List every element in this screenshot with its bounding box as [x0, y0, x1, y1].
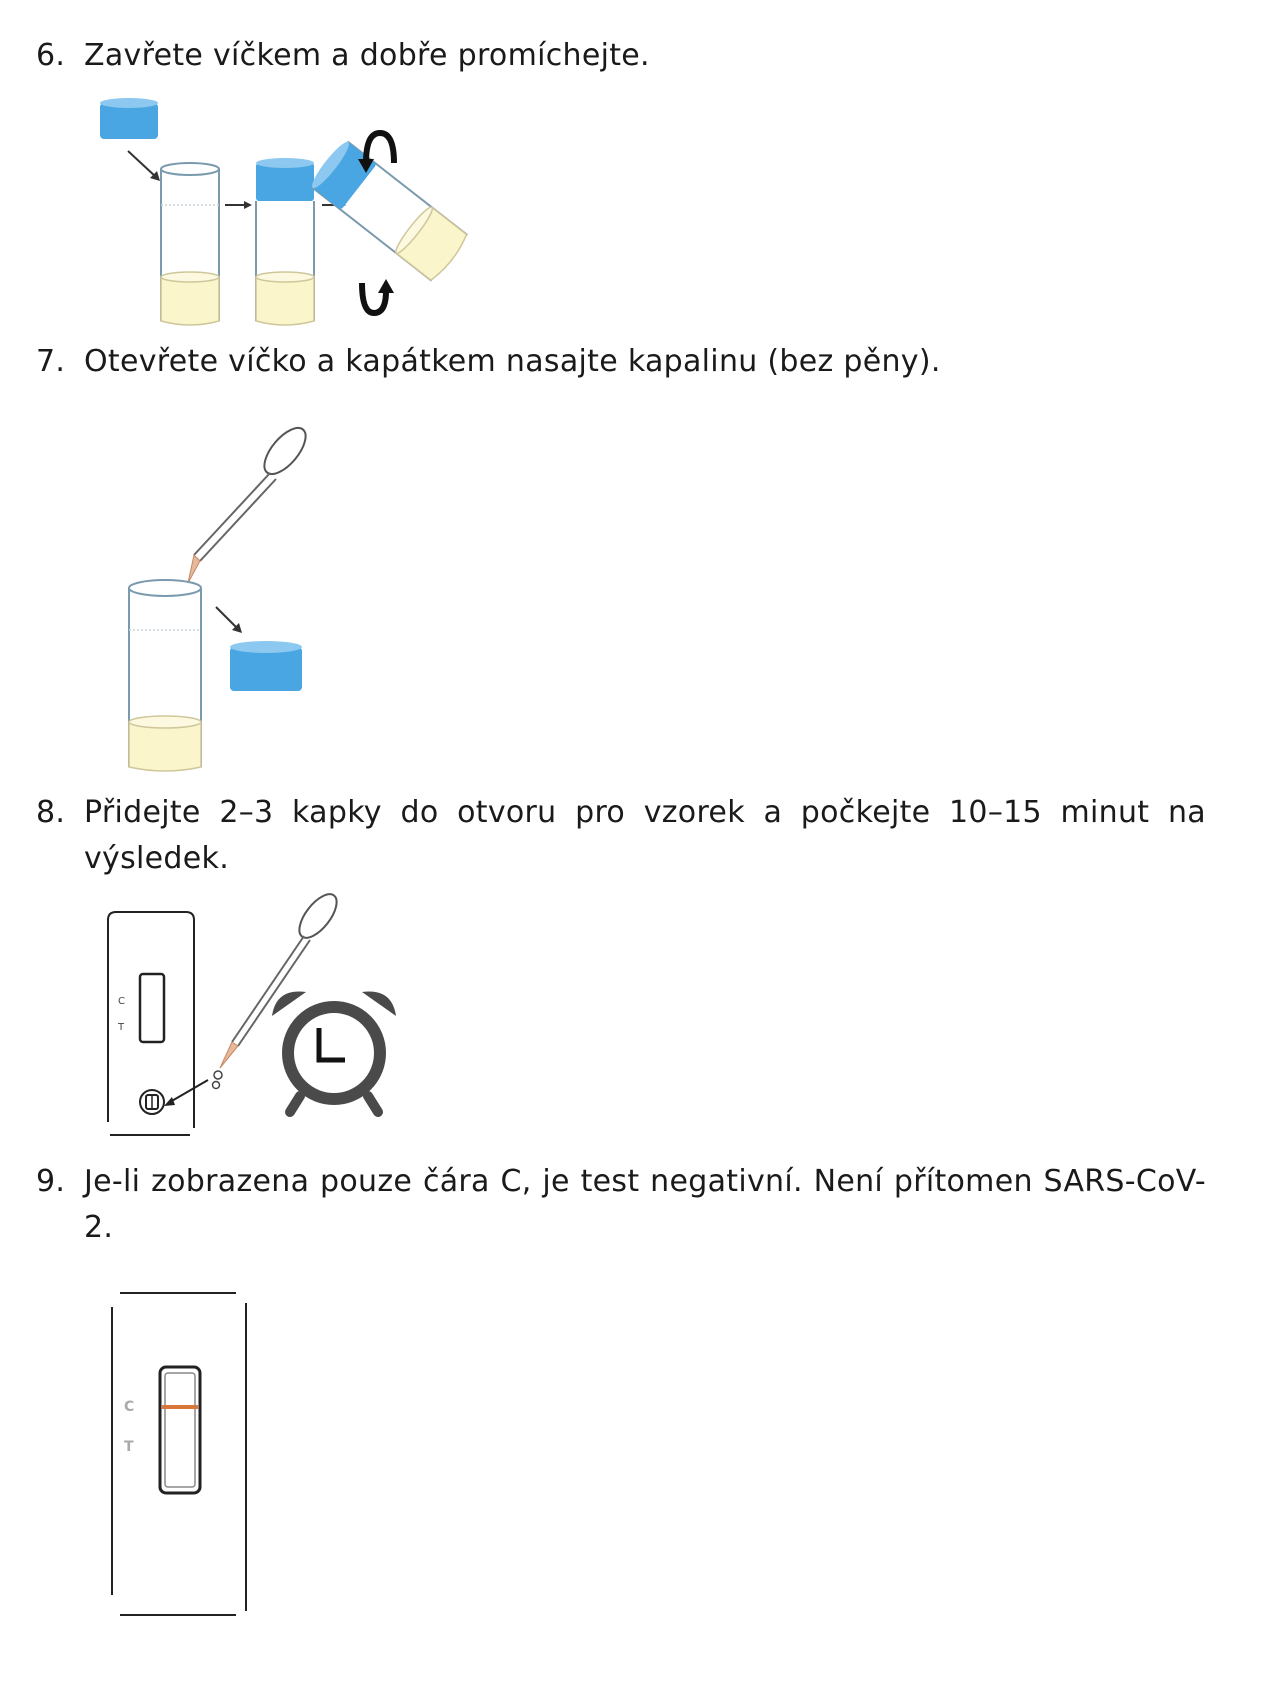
step-8	[36, 790, 1206, 882]
step-9	[36, 1159, 1206, 1251]
step-number: 6.	[36, 38, 66, 73]
alarm-clock-icon	[272, 992, 396, 1113]
capped-tube-icon	[256, 158, 314, 325]
step-6	[36, 33, 1206, 79]
test-label: T	[118, 1022, 125, 1033]
control-label: C	[124, 1399, 135, 1415]
step-number: 7.	[36, 344, 66, 379]
open-tube-icon	[161, 163, 219, 325]
step-text: Přidejte 2–3 kapky do otvoru pro vzorek a počkejte 10–15 minut na výsledek.	[84, 795, 1206, 876]
step-text: Otevřete víčko a kapátkem nasajte kapalinu (bez pěny).	[84, 344, 941, 379]
step-number: 8.	[36, 795, 66, 830]
add-drops-illustration	[100, 890, 420, 1145]
pipette-icon	[188, 425, 313, 583]
step-7	[36, 339, 1206, 385]
cap-icon	[100, 98, 158, 139]
test-cassette-icon	[112, 1293, 246, 1615]
step-text: Zavřete víčkem a dobře promíchejte.	[84, 38, 650, 73]
tilted-tube-icon	[308, 138, 470, 282]
negative-result-illustration	[100, 1285, 260, 1625]
test-label: T	[124, 1439, 134, 1455]
control-label: C	[118, 996, 125, 1007]
step-text: Je-li zobrazena pouze čára C, je test negativní. Není přítomen SARS-CoV-2.	[84, 1164, 1206, 1245]
pipette-draw-illustration	[120, 425, 340, 780]
shake-arrow-down-icon	[362, 279, 394, 313]
cap-icon	[230, 641, 302, 691]
step-number: 9.	[36, 1164, 66, 1199]
open-tube-icon	[129, 580, 201, 771]
test-cassette-icon	[108, 912, 194, 1135]
mix-tube-illustration	[90, 95, 490, 340]
